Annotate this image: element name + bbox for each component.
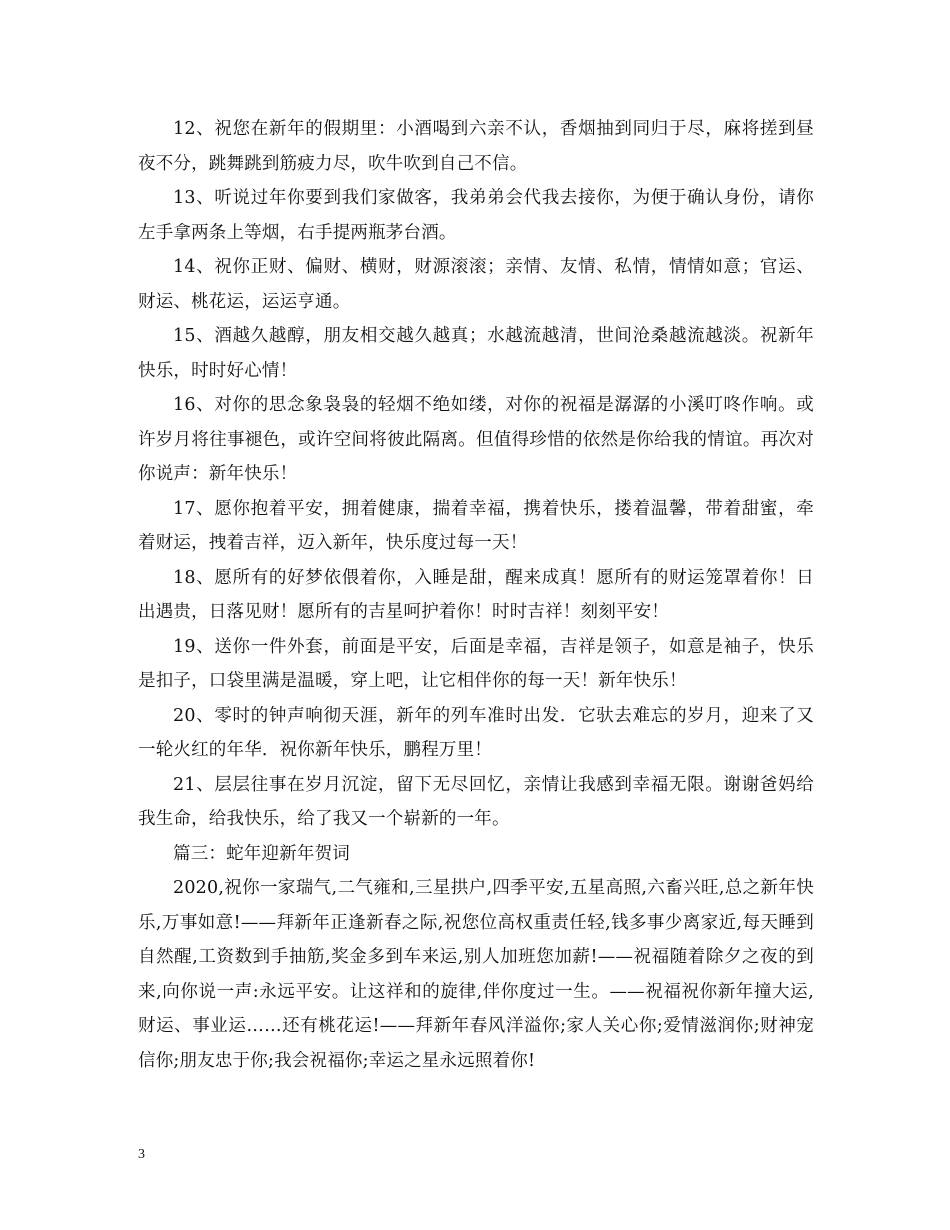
paragraph-13: 13、听说过年你要到我们家做客，我弟弟会代我去接你，为便于确认身份，请你左手拿两条上等烟，右手提两瓶茅台酒。	[138, 188, 814, 243]
section-heading: 篇三：蛇年迎新年贺词	[173, 843, 350, 864]
paragraph-greetings-2020: 2020,祝你一家瑞气,二气雍和,三星拱户,四季平安,五星高照,六畜兴旺,总之新年快乐,万事如意!——拜新年正逢新春之际,祝您位高权重责任轻,钱多事少离家近,每天睡到自然醒,工资数到手抽筋,奖金多到车来运,别人加班您加薪!——祝福随着除夕之夜的到来,向你说一声:永远平安。让这祥和的旋律,伴你度过一生。——祝福祝你新年撞大运,财运、事业运……还有桃花运!——拜新年春风洋溢你;家人关心你;爱情滋润你;财神宠信你;朋友忠于你;我会祝福你;幸运之星永远照着你!	[138, 878, 814, 1071]
paragraph-16: 16、对你的思念象袅袅的轻烟不绝如缕，对你的祝福是潺潺的小溪叮咚作响。或许岁月将往事褪色，或许空间将彼此隔离。但值得珍惜的依然是你给我的情谊。再次对你说声：新年快乐！	[138, 395, 814, 484]
paragraph-21: 21、层层往事在岁月沉淀，留下无尽回忆，亲情让我感到幸福无限。谢谢爸妈给我生命，给我快乐，给了我又一个崭新的一年。	[138, 774, 814, 829]
paragraph-19: 19、送你一件外套，前面是平安，后面是幸福，吉祥是领子，如意是袖子，快乐是扣子，口袋里满是温暖，穿上吧，让它相伴你的每一天！新年快乐！	[138, 636, 814, 691]
paragraph-17: 17、愿你抱着平安，拥着健康，揣着幸福，携着快乐，搂着温馨，带着甜蜜，牵着财运，拽着吉祥，迈入新年，快乐度过每一天！	[138, 498, 814, 553]
paragraph-12: 12、祝您在新年的假期里：小酒喝到六亲不认，香烟抽到同归于尽，麻将搓到昼夜不分，跳舞跳到筋疲力尽，吹牛吹到自己不信。	[138, 119, 814, 174]
paragraph-15: 15、酒越久越醇，朋友相交越久越真；水越流越清，世间沧桑越流越淡。祝新年快乐，时时好心情！	[138, 326, 814, 381]
document-body	[138, 112, 814, 1078]
paragraph-14: 14、祝你正财、偏财、横财，财源滚滚；亲情、友情、私情，情情如意；官运、财运、桃花运，运运亨通。	[138, 257, 814, 312]
paragraph-18: 18、愿所有的好梦依偎着你，入睡是甜，醒来成真！愿所有的财运笼罩着你！日出遇贵，日落见财！愿所有的吉星呵护着你！时时吉祥！刻刻平安！	[138, 567, 814, 622]
page-number: 3	[138, 1147, 145, 1162]
paragraph-20: 20、零时的钟声响彻天涯，新年的列车准时出发．它驮去难忘的岁月，迎来了又一轮火红的年华．祝你新年快乐，鹏程万里！	[138, 705, 814, 760]
